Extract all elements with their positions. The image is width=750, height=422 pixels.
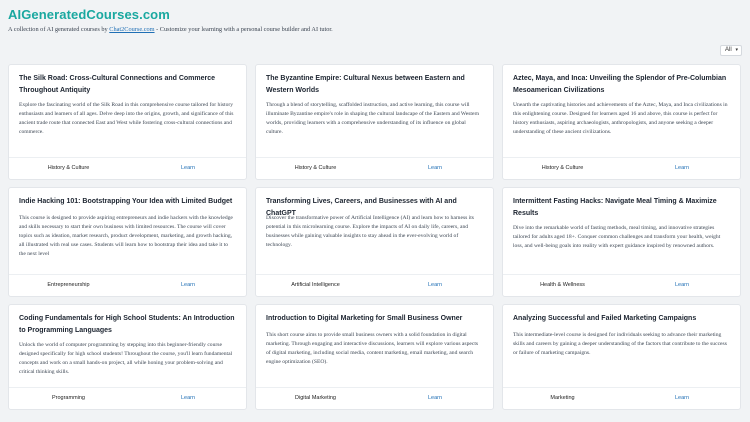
course-category: Artificial Intelligence	[291, 282, 340, 288]
course-title: The Byzantine Empire: Cultural Nexus between Eastern and Western Worlds	[266, 75, 465, 94]
course-card	[502, 304, 741, 410]
course-category: History & Culture	[541, 165, 584, 171]
learn-link[interactable]: Learn	[674, 395, 690, 401]
site-tagline	[8, 25, 742, 34]
filter-selected-value: All	[725, 47, 732, 53]
course-category: History & Culture	[47, 165, 90, 171]
course-grid	[8, 64, 742, 410]
course-description: This short course aims to provide small business owners with a solid foundation in digital marketing. Through engaging and interactive discussions, learners will explore various aspects of digital marketing, including social media, content marketing, email marketing, and search engine optimization (SEO).	[266, 332, 479, 365]
course-description: Dive into the remarkable world of fasting methods, meal timing, and innovative strategies tailored for adults aged 18+. Conquer common challenges and transform your health, weight loss, and well-being goals into reality with expert guidance inspired by renowned authors.	[513, 225, 721, 249]
course-title: Introduction to Digital Marketing for Small Business Owner	[266, 315, 463, 322]
course-title: Coding Fundamentals for High School Students: An Introduction to Programming Languages	[19, 315, 235, 334]
tagline-text-post: - Customize your learning with a personal course builder and AI tutor.	[154, 26, 333, 33]
course-card-footer	[503, 157, 740, 179]
course-card-footer	[503, 274, 740, 296]
course-card-footer	[9, 274, 246, 296]
course-card	[255, 64, 494, 180]
category-filter-select[interactable]	[720, 45, 742, 56]
tagline-text-pre: A collection of AI generated courses by	[8, 26, 110, 33]
course-description: Through a blend of storytelling, scaffolded instruction, and active learning, this course will illuminate Byzantine empire's role in shaping the cultural landscape of the Eastern and Western worlds, providing learners with a comprehensive understanding of its influence on global culture.	[266, 102, 480, 135]
chevron-down-icon: ▾	[735, 47, 738, 53]
course-title: The Silk Road: Cross-Cultural Connections and Commerce Throughout Antiquity	[19, 75, 216, 94]
course-card-footer	[9, 387, 246, 409]
site-title[interactable]: AIGeneratedCourses.com	[8, 7, 170, 22]
course-description: This intermediate-level course is designed for individuals seeking to advance their marketing skills and careers by gaining a deeper understanding of the factors that contribute to the success or failure of marketing campaigns.	[513, 332, 727, 356]
course-card	[8, 187, 247, 297]
course-category: Entrepreneurship	[47, 282, 90, 288]
course-description: Unearth the captivating histories and achievements of the Aztec, Maya, and Inca civilizations in this enlightening course. Designed for learners aged 16 and above, this course is perfect for history enthusiasts, aspiring archaeologists, anthropologists, and anyone seeking a deeper understanding of these ancient civilizations.	[513, 102, 728, 135]
learn-link[interactable]: Learn	[180, 282, 196, 288]
course-description: Explore the fascinating world of the Silk Road in this comprehensive course tailored for history enthusiasts and learners of all ages. Delve deep into the origins, growth, and significance of this ancient trade route that connected East and West while fostering cross-cultural connections and commerce.	[19, 102, 234, 135]
course-card-footer	[503, 387, 740, 409]
learn-link[interactable]: Learn	[180, 165, 196, 171]
learn-link[interactable]: Learn	[427, 395, 443, 401]
course-card	[8, 64, 247, 180]
course-card-footer	[256, 387, 493, 409]
course-card	[502, 64, 741, 180]
course-category: Health & Wellness	[540, 282, 585, 288]
course-title: Aztec, Maya, and Inca: Unveiling the Splendor of Pre-Columbian Mesoamerican Civilizations	[513, 75, 727, 94]
learn-link[interactable]: Learn	[427, 165, 443, 171]
course-card-footer	[256, 157, 493, 179]
course-category: History & Culture	[294, 165, 337, 171]
course-description: Discover the transformative power of Artificial Intelligence (AI) and learn how to harness its potential in this microlearning course. Explore the impacts of AI on daily life, careers, and businesses while gaining valuable insights to stay ahead in the ever-evolving world of technology.	[266, 215, 474, 248]
course-category: Marketing	[550, 395, 575, 401]
course-card	[8, 304, 247, 410]
course-category: Programming	[51, 395, 85, 401]
course-title: Indie Hacking 101: Bootstrapping Your Idea with Limited Budget	[19, 198, 233, 205]
course-category: Digital Marketing	[295, 395, 336, 401]
course-card	[502, 187, 741, 297]
course-title: Analyzing Successful and Failed Marketing Campaigns	[513, 315, 697, 322]
chat2course-link[interactable]: Chat2Course.com	[109, 26, 155, 33]
course-description: Unlock the world of computer programming by stepping into this beginner-friendly course designed specifically for high school students! Throughout the course, you'll learn fundamental concepts and work on a small hands-on project, all while honing your problem-solving and critical thinking skills.	[19, 342, 233, 375]
course-description: This course is designed to provide aspiring entrepreneurs and indie hackers with the knowledge and skills necessary to start their own business with limited resources. The course will cover topics such as ideation, market research, product development, marketing, and growth hacking, all illustrated with real use cases. Students will learn how to bootstrap their idea and take it to the next level	[19, 215, 233, 257]
learn-link[interactable]: Learn	[180, 395, 196, 401]
learn-link[interactable]: Learn	[674, 165, 690, 171]
course-card	[255, 304, 494, 410]
course-card	[255, 187, 494, 297]
learn-link[interactable]: Learn	[427, 282, 443, 288]
course-title: Intermittent Fasting Hacks: Navigate Meal Timing & Maximize Results	[513, 198, 717, 217]
course-title: Transforming Lives, Careers, and Businesses with AI and ChatGPT	[266, 198, 457, 217]
page-header	[8, 6, 742, 34]
learn-link[interactable]: Learn	[674, 282, 690, 288]
course-card-footer	[256, 274, 493, 296]
course-card-footer	[9, 157, 246, 179]
